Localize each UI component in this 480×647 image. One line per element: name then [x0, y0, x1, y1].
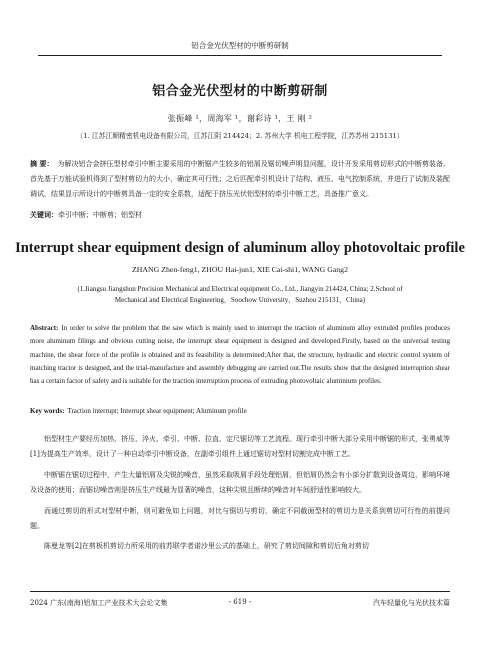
footer-rule	[30, 591, 450, 592]
footer-proceedings: 2024 广东(南海)铝加工产业技术大会论文集	[30, 599, 168, 607]
body-paragraph: 而通过剪切的形式对型材中断，则可避免如上问题，对比与锯切与剪切，确定不同截面型材的剪切力是关系到剪切可行性的前提问题。	[30, 506, 450, 531]
body-paragraph: 陈曼龙等[2]在剪板机剪切力所采用的前苏联学者诺沙里公式的基础上，研究了剪切间隙和剪切后角对剪切	[44, 542, 369, 551]
authors-english: ZHANG Zhen-feng1, ZHOU Hai-jun1, XIE Cai-shi1, WANG Gang2	[132, 265, 348, 274]
keywords-chinese-label: 关键词：	[30, 210, 58, 219]
title-english: Interrupt shear equipment design of aluminum alloy photovoltaic profile	[15, 240, 465, 256]
running-head: 铝合金光伏型材的中断剪研制	[191, 41, 289, 50]
keywords-chinese-text: 牵引中断；中断剪；铝型材	[58, 211, 142, 219]
abstract-chinese	[30, 156, 450, 202]
abstract-chinese-label: 摘 要：	[30, 159, 54, 168]
affiliation-chinese: （1. 江苏江顺精密机电设备有限公司，江苏江阴 214424；2. 苏州大学 机电工程学院，江苏苏州 215131）	[76, 132, 404, 140]
keywords-english	[30, 407, 450, 415]
body-text	[30, 432, 450, 560]
body-paragraph: 铝型材生产要经历加热、挤压、淬火、牵引、中断、拉直、定尺锯切等工艺流程。现行牵引中断大部分采用中断锯的形式，张勇威等[1]为提高生产效率，设计了一种自动牵引中断设备，在副牵引组件上通过锯切对型材切割完成中断工艺。	[30, 435, 450, 459]
abstract-english-label: Abstract:	[30, 324, 59, 332]
footer-section: 汽车轻量化与光伏技术篇	[373, 599, 450, 607]
body-paragraph: 中断锯在锯切过程中，产生大量铝屑及尖锐的噪音，虽然采取吸屑手段处理铝屑，但铝屑仍然会有小部分扩散到设备周边，影响环境及设备的使用；而锯切噪音则是挤压生产线最为显著的噪音，这种尖锐且断续的噪音对车间舒适性影响较大。	[30, 470, 450, 495]
abstract-chinese-text: 为解决铝合金挤压型材牵引中断主要采用的中断锯产生较多的铝屑及锯切噪声明显问题，设计开发采用剪切形式的中断剪装备。首先基于万能试验机得到了型材剪切力的大小，确定其可行性；之后匹配牵引机设计了结构、液压、电气控制系统，并进行了试制及装配调试，结果显示所设计的中断剪具备一定的安全系数，适配于挤压光伏铝型材的牵引中断工艺，具备推广意义。	[30, 160, 451, 198]
keywords-english-text: Traction interrupt; Interrupt shear equipment; Aluminum profile	[67, 407, 247, 415]
keywords-english-label: Key words:	[30, 407, 65, 415]
abstract-english-text: In order to solve the problem that the saw which is mainly used to interrupt the traction of aluminum alloy extruded profiles produces more aluminum filings and obvious cutting noise, the interrupt shear equipment is designed and developed.Firstly, based on the universal testing machine, the shear force of the profile is obtained and its feasibility is determined;After that, the structure, hydraulic and electric control system of matching tractor is designed, and the trial-manufacture and assembly debugging are carried out.The results show that the designed interruption shear has a certain factor of safety and is suitable for the traction interruption process of extruding photovoltaic aluminium profiles.	[30, 324, 450, 386]
authors-chinese: 张振峰 ¹，周海军 ¹，谢彩诗 ¹，王 刚 ²	[167, 114, 313, 123]
title-chinese: 铝合金光伏型材的中断剪研制	[152, 84, 328, 99]
keywords-chinese	[30, 210, 450, 220]
header-rule	[38, 55, 442, 56]
abstract-english	[30, 322, 450, 388]
affiliation-english: (1.Jiangsu Jiangshun Precision Mechanical and Electrical equipment Co., Ltd., Jiangyin 214424, China; 2.School of Mechanical and Electrical Engineering，Soochow University，Suzhou 215131，China)	[77, 285, 403, 304]
page-number: - 619 -	[228, 598, 252, 606]
